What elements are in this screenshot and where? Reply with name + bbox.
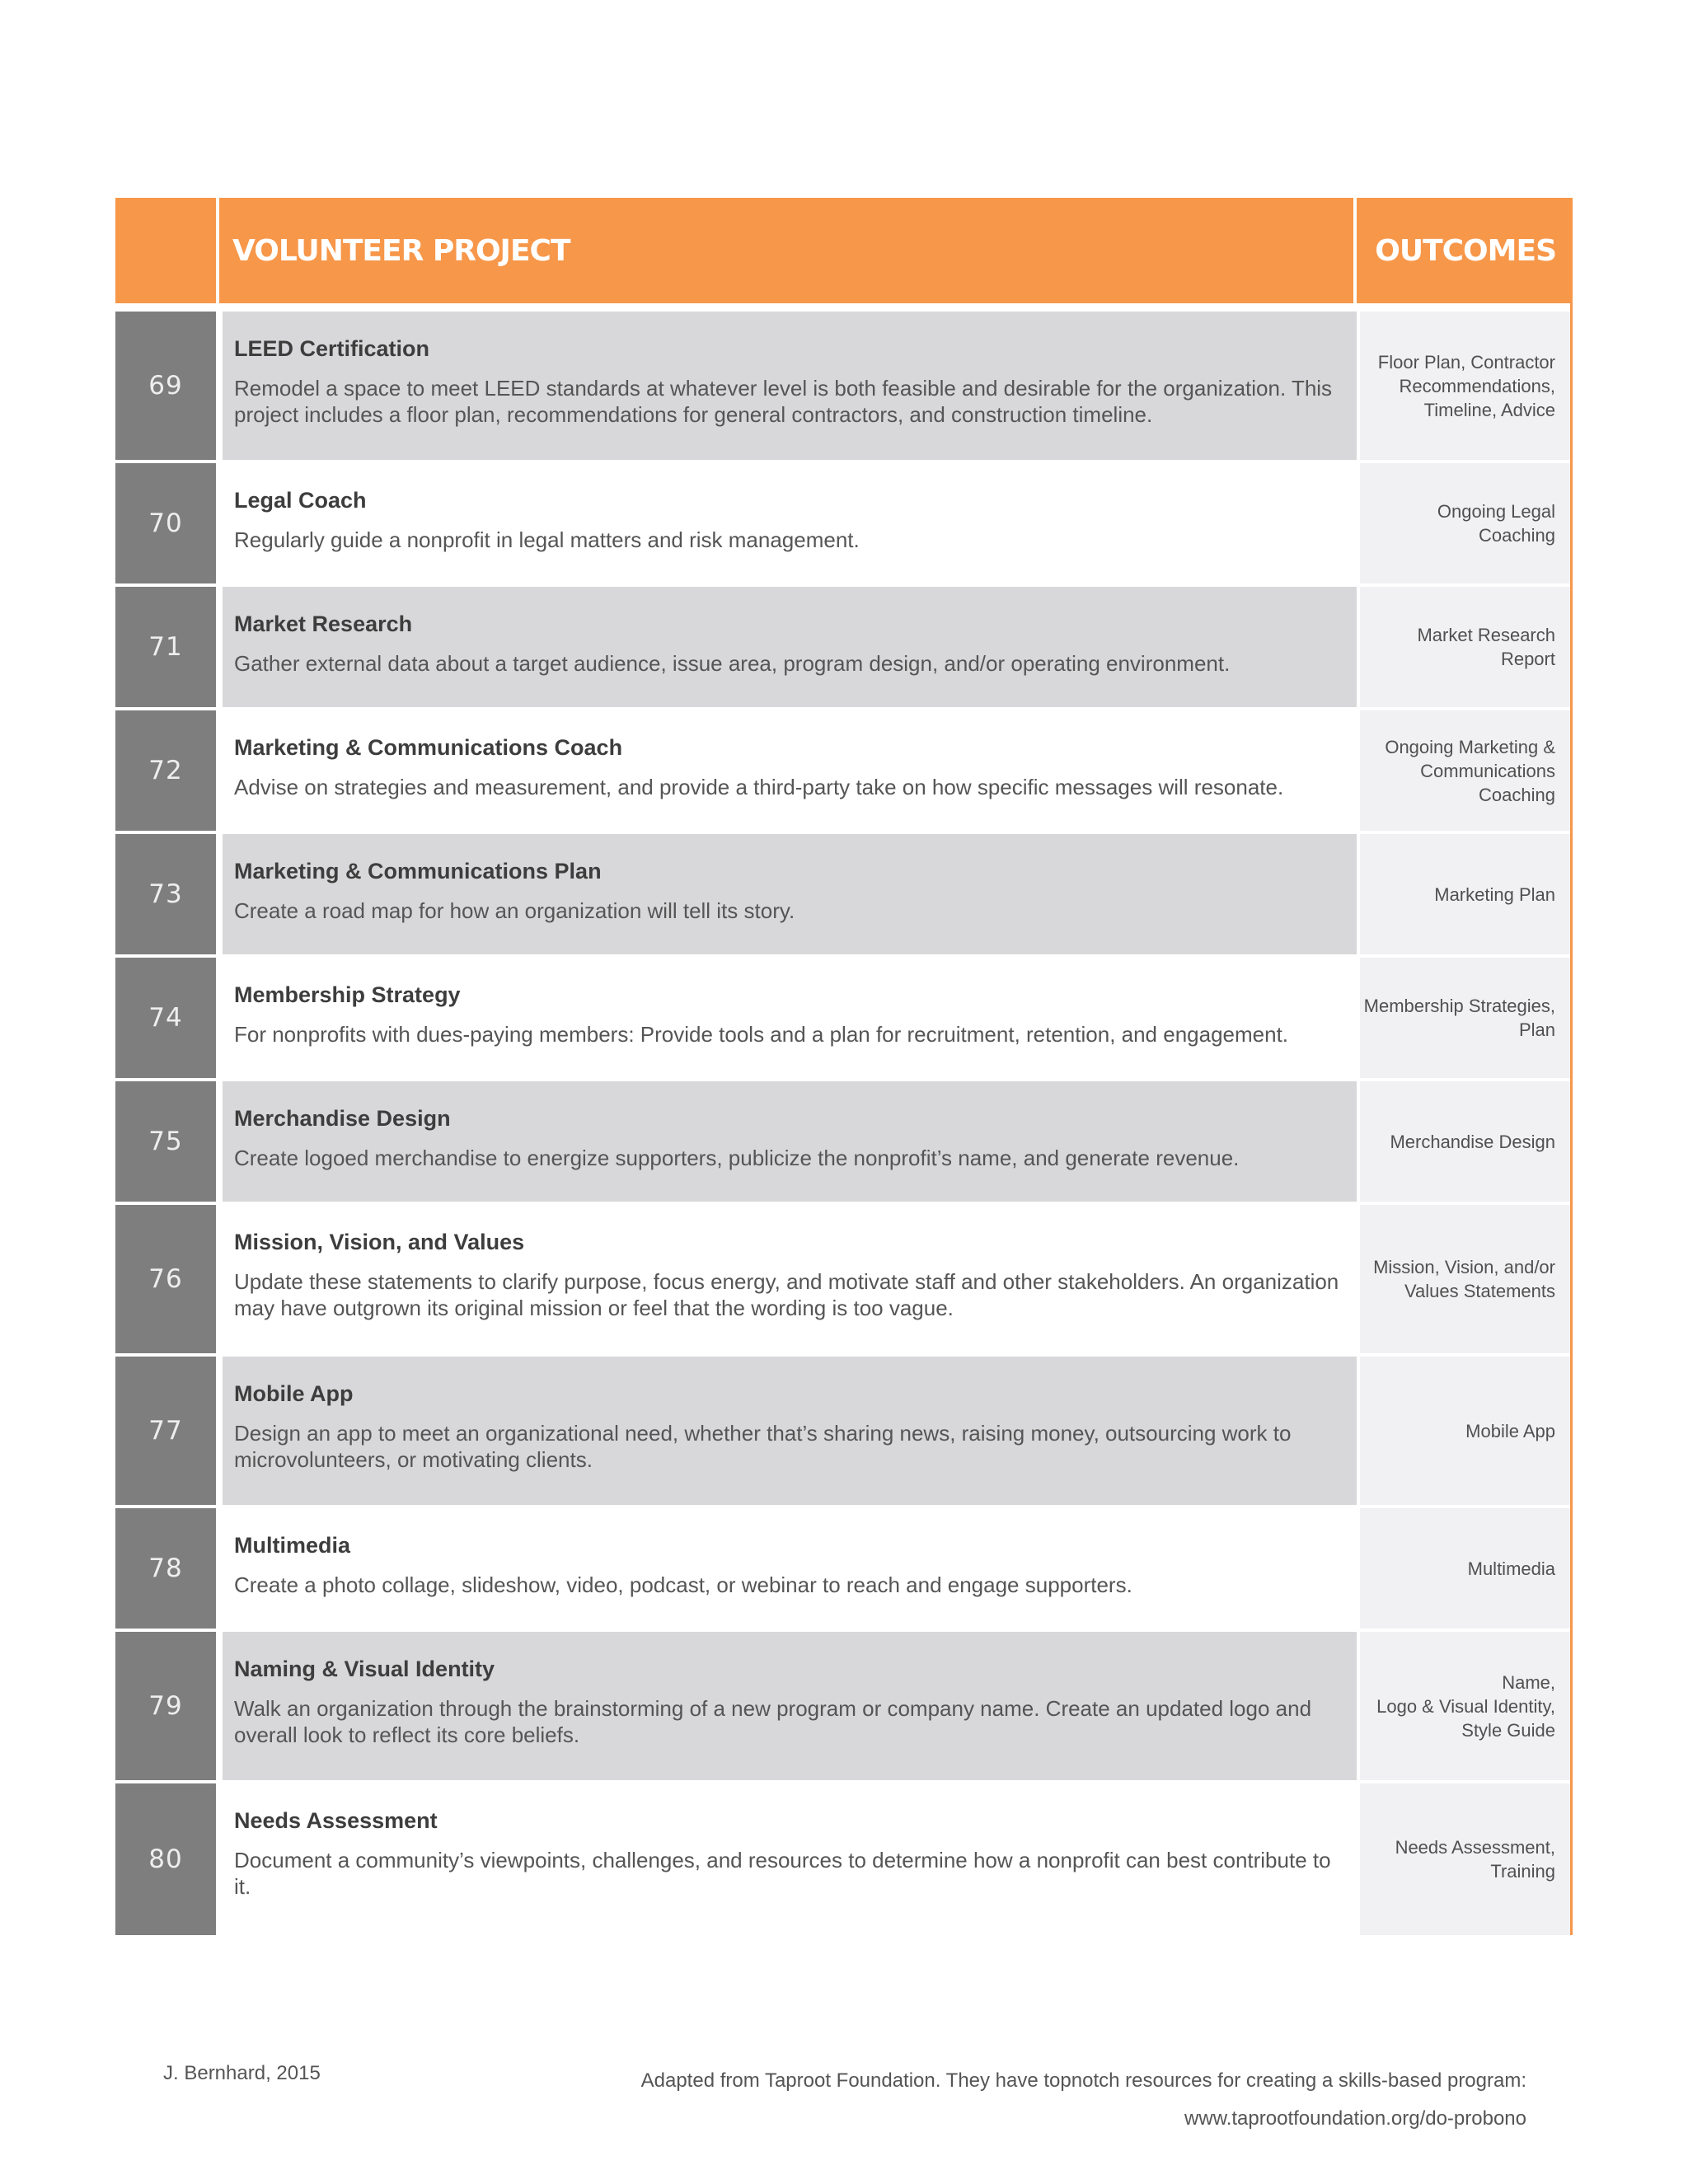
project-title: Legal Coach — [234, 488, 367, 513]
table-row — [115, 463, 1570, 587]
table-row — [115, 834, 1570, 958]
outcome-text: Mobile App — [1465, 1420, 1555, 1441]
outcome-text: Floor Plan, Contractor Recommendations, Timeline, Advice — [1377, 351, 1555, 420]
projects-table — [115, 198, 1573, 1935]
project-title: Marketing & Communications Coach — [234, 735, 623, 760]
row-number: 75 — [115, 1081, 216, 1202]
row-number: 69 — [115, 312, 216, 460]
row-number: 73 — [115, 834, 216, 954]
table-row — [115, 1081, 1570, 1205]
project-description: Walk an organization through the brainstorming of a new program or company name. Create an updated logo and overall look to reflect its core beliefs. — [234, 1696, 1312, 1747]
project-title: Mission, Vision, and Values — [234, 1230, 525, 1254]
row-number: 70 — [115, 463, 216, 583]
outcome-cell — [1360, 587, 1570, 707]
outcome-cell — [1360, 1508, 1570, 1629]
project-cell — [223, 1081, 1357, 1202]
project-description: Document a community’s viewpoints, challenges, and resources to determine how a nonprofit can best contribute to it. — [234, 1848, 1331, 1899]
project-cell — [223, 1357, 1357, 1505]
outcome-text: Needs Assessment, Training — [1395, 1837, 1555, 1882]
project-cell — [223, 312, 1357, 460]
header-number-cell — [115, 198, 219, 303]
project-description: Create a road map for how an organization will tell its story. — [234, 898, 795, 923]
table-row — [115, 710, 1570, 834]
outcome-cell — [1360, 463, 1570, 583]
header-volunteer-project: VOLUNTEER PROJECT — [219, 198, 1357, 303]
table-row — [115, 958, 1570, 1081]
outcome-text: Membership Strategies, Plan — [1363, 996, 1555, 1040]
table-row — [115, 587, 1570, 710]
outcome-cell — [1360, 710, 1570, 831]
project-description: Advise on strategies and measurement, and provide a third-party take on how specific messages will resonate. — [234, 775, 1284, 799]
project-cell — [223, 710, 1357, 831]
footer-credit: J. Bernhard, 2015 — [163, 2062, 321, 2084]
footer-source — [641, 2062, 1526, 2138]
project-title: Merchandise Design — [234, 1106, 451, 1131]
project-cell — [223, 587, 1357, 707]
project-title: Naming & Visual Identity — [234, 1657, 495, 1681]
outcome-text: Ongoing Marketing & Communications Coaching — [1385, 736, 1555, 805]
table-row — [115, 1783, 1570, 1935]
row-number: 78 — [115, 1508, 216, 1629]
row-number: 74 — [115, 958, 216, 1078]
project-description: Design an app to meet an organizational need, whether that’s sharing news, raising money, outsourcing work to microvolunteers, or motivating clients. — [234, 1421, 1292, 1472]
project-cell — [223, 1783, 1357, 1935]
table-row — [115, 1205, 1570, 1357]
header-outcomes: OUTCOMES — [1375, 233, 1556, 268]
row-number: 71 — [115, 587, 216, 707]
row-number: 77 — [115, 1357, 216, 1505]
outcome-cell — [1360, 1632, 1570, 1780]
project-description: Create logoed merchandise to energize supporters, publicize the nonprofit’s name, and generate revenue. — [234, 1146, 1240, 1170]
project-cell — [223, 463, 1357, 583]
table-row — [115, 1508, 1570, 1632]
outcome-text: Market Research Report — [1417, 625, 1555, 669]
project-description: Update these statements to clarify purpose, focus energy, and motivate staff and other stakeholders. An organization may have outgrown its original mission or feel that the wording is too vague. — [234, 1269, 1339, 1320]
project-description: Regularly guide a nonprofit in legal matters and risk management. — [234, 527, 860, 552]
footer-source-url: www.taprootfoundation.org/do-probono — [1184, 2107, 1526, 2130]
row-number: 80 — [115, 1783, 216, 1935]
project-description: Remodel a space to meet LEED standards at whatever level is both feasible and desirable for the organization. This project includes a floor plan, recommendations for general contractors, and construction timeline. — [234, 376, 1333, 427]
outcome-text: Marketing Plan — [1434, 883, 1555, 905]
header-gap — [115, 303, 1573, 312]
table-header — [115, 198, 1573, 303]
outcome-cell — [1360, 1205, 1570, 1353]
project-description: Create a photo collage, slideshow, video, podcast, or webinar to reach and engage supporters. — [234, 1572, 1132, 1597]
row-number: 79 — [115, 1632, 216, 1780]
outcome-text: Mission, Vision, and/or Values Statements — [1373, 1257, 1555, 1301]
project-title: Membership Strategy — [234, 982, 461, 1007]
outcome-cell — [1360, 958, 1570, 1078]
project-cell — [223, 958, 1357, 1078]
project-cell — [223, 1632, 1357, 1780]
outcome-cell — [1360, 1783, 1570, 1935]
outcome-cell — [1360, 834, 1570, 954]
project-title: Mobile App — [234, 1381, 354, 1406]
outcome-cell — [1360, 1081, 1570, 1202]
outcome-text: Multimedia — [1467, 1558, 1555, 1579]
outcome-text: Name, Logo & Visual Identity, Style Guide — [1376, 1671, 1555, 1741]
outcome-text: Merchandise Design — [1390, 1131, 1555, 1152]
table-body — [115, 312, 1573, 1935]
footer-source-line: Adapted from Taproot Foundation. They have topnotch resources for creating a skills-based program: — [640, 2069, 1526, 2092]
project-description: Gather external data about a target audience, issue area, program design, and/or operating environment. — [234, 651, 1231, 676]
outcome-text: Ongoing Legal Coaching — [1437, 501, 1555, 546]
project-title: Market Research — [234, 612, 413, 636]
row-number: 76 — [115, 1205, 216, 1353]
project-cell — [223, 1508, 1357, 1629]
project-title: Needs Assessment — [234, 1808, 438, 1833]
table-row — [115, 1632, 1570, 1783]
project-title: Multimedia — [234, 1533, 351, 1558]
project-description: For nonprofits with dues-paying members: Provide tools and a plan for recruitment, retention, and engagement. — [234, 1022, 1289, 1047]
outcome-cell — [1360, 1357, 1570, 1505]
project-cell — [223, 1205, 1357, 1353]
project-title: Marketing & Communications Plan — [234, 859, 602, 883]
project-title: LEED Certification — [234, 336, 430, 361]
table-row — [115, 1357, 1570, 1508]
outcome-cell — [1360, 312, 1570, 460]
row-number: 72 — [115, 710, 216, 831]
project-cell — [223, 834, 1357, 954]
table-row — [115, 312, 1570, 463]
